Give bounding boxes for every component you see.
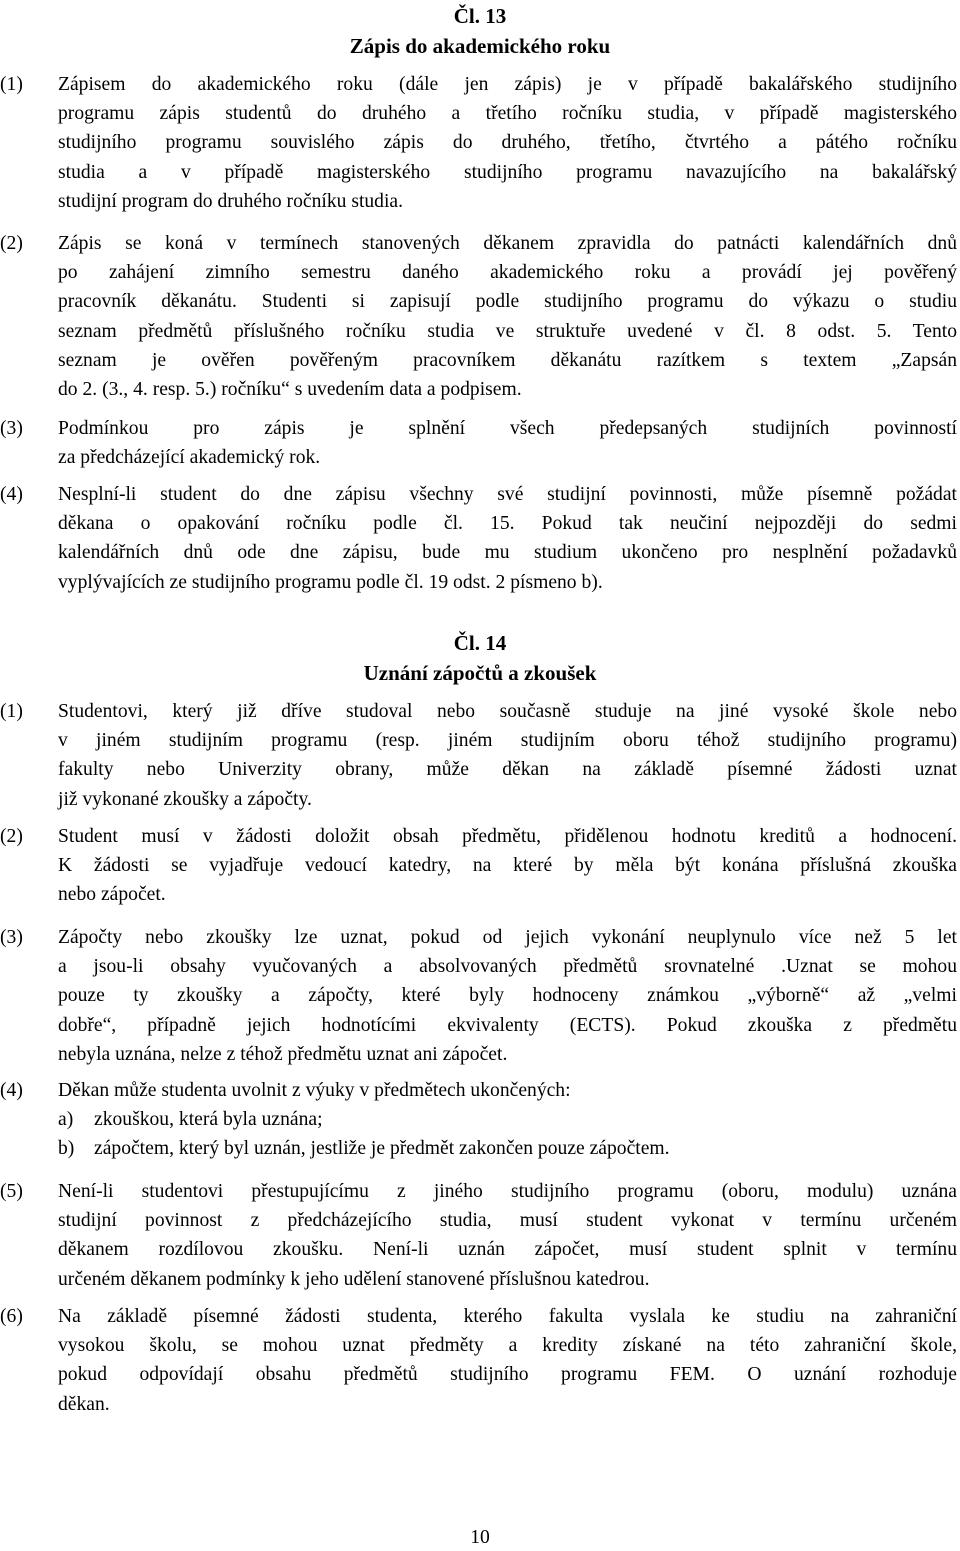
text-line: děkanem rozdílovou zkoušku. Není-li uznán zápočet, musí student splnit v termínu [58,1239,957,1261]
text-line: nebo zápočet. [58,884,166,906]
text-line: v jiném studijním programu (resp. jiném studijním oboru téhož studijního programu) [58,730,957,752]
text-line: nebyla uznána, nelze z téhož předmětu uznat ani zápočet. [58,1043,508,1065]
page-number: 10 [470,1527,490,1548]
text-line: Na základě písemné žádosti studenta, kterého fakulta vyslala ke studiu na zahraniční [58,1306,957,1327]
text-line: za předcházející akademický rok. [58,447,321,469]
article-13-number: Čl. 13 [453,4,507,28]
article14-paragraph [0,1076,957,1164]
article14-paragraph [0,1177,957,1294]
article13-paragraph [0,480,957,597]
list-item-label: a) [58,1109,74,1131]
list-item-label: b) [58,1138,75,1160]
text-line: Není-li studentovi přestupujícímu z jiného studijního programu (oboru, modulu) uznána [58,1181,957,1202]
paragraph-number: (6) [0,1306,23,1327]
text-line: děkana o opakování ročníku podle čl. 15. Pokud tak neučiní nejpozději do sedmi [58,513,957,535]
article14-paragraph [0,1302,957,1419]
text-line: Studentovi, který již dříve studoval nebo současně studuje na jiné vysoké škole nebo [58,701,957,722]
list-item-text: zkouškou, která byla uznána; [94,1109,323,1131]
text-line: pracovník děkanátu. Studenti si zapisují podle studijního programu do výkazu o studiu [58,291,957,313]
paragraph-text [58,70,957,216]
paragraph-text [58,1302,957,1419]
paragraph-number: (4) [0,1080,23,1101]
text-line: dobře“, případně jejich hodnotícími ekvivalenty (ECTS). Pokud zkouška z předmětu [58,1014,957,1036]
text-line: vysokou školu, se mohou uznat předměty a kredity získané na této zahraniční škole, [58,1335,957,1357]
paragraph-number: (1) [0,74,23,95]
paragraph-text [58,480,957,597]
text-line: pokud odpovídají obsahu předmětů studijního programu FEM. O uznání rozhoduje [58,1364,957,1386]
paragraph-number: (4) [0,484,23,505]
text-line: Zápisem do akademického roku (dále jen zápis) je v případě bakalářského studijního [58,74,957,95]
text-line: a jsou-li obsahy vyučovaných a absolvovaných předmětů srovnatelné .Uznat se mohou [58,956,957,978]
text-line: pouze ty zkoušky a zápočty, které byly hodnoceny známkou „výborně“ až „velmi [58,985,957,1007]
text-line: Student musí v žádosti doložit obsah předmětu, přidělenou hodnotu kreditů a hodnocení. [58,826,957,847]
text-line: studijní program do druhého ročníku studia. [58,190,404,212]
list-item-text: zápočtem, který byl uznán, jestliže je předmět zakončen pouze zápočtem. [94,1138,670,1160]
text-line: fakulty nebo Univerzity obrany, může děkan na základě písemné žádosti uznat [58,759,957,781]
paragraph-text [58,229,957,404]
paragraph-text [58,1076,957,1164]
paragraph-number: (2) [0,233,23,254]
article14-paragraph [0,822,957,910]
text-line: seznam předmětů příslušného ročníku studia ve struktuře uvedené v čl. 8 odst. 5. Tento [58,320,957,342]
article13-paragraph [0,414,957,472]
text-line: do 2. (3., 4. resp. 5.) ročníku“ s uvedením data a podpisem. [58,379,522,401]
text-line: studijního programu souvislého zápis do druhého, třetího, čtvrtého a pátého ročníku [58,132,957,154]
text-line: programu zápis studentů do druhého a třetího ročníku studia, v případě magisterského [58,103,957,125]
paragraph-text [58,822,957,910]
text-line: K žádosti se vyjadřuje vedoucí katedry, na které by měla být konána příslušná zkouška [58,855,957,877]
text-line: po zahájení zimního semestru daného akademického roku a provádí jej pověřený [58,262,957,284]
text-line: již vykonané zkoušky a zápočty. [58,788,312,810]
article-14-number: Čl. 14 [453,631,507,655]
text-line: určeném děkanem podmínky k jeho udělení stanovené příslušnou katedrou. [58,1268,650,1290]
paragraph-number: (3) [0,418,23,439]
paragraph-number: (3) [0,927,23,948]
article-13-title: Zápis do akademického roku [349,34,611,58]
paragraph-number: (2) [0,826,23,847]
text-line: Nesplní-li student do dne zápisu všechny své studijní povinnosti, může písemně požádat [58,484,957,505]
text-line: kalendářních dnů ode dne zápisu, bude mu studium ukončeno pro nesplnění požadavků [58,542,957,564]
paragraph-text [58,1177,957,1294]
list-item [58,1134,957,1163]
paragraph-text [58,697,957,814]
text-line: studia a v případě magisterského studijního programu navazujícího na bakalářský [58,161,957,183]
text-line: seznam je ověřen pověřeným pracovníkem děkanátu razítkem s textem „Zapsán [58,349,957,371]
article-14-title: Uznání zápočtů a zkoušek [363,661,597,685]
paragraph-text [58,414,957,472]
article13-paragraph [0,70,957,216]
text-line: studijní povinnost z předcházejícího studia, musí student vykonat v termínu určeném [58,1210,957,1232]
paragraph-text [58,923,957,1069]
text-line: Zápis se koná v termínech stanovených děkanem zpravidla do patnácti kalendářních dnů [58,233,957,254]
text-line: vyplývajících ze studijního programu podle čl. 19 odst. 2 písmeno b). [58,571,603,593]
article14-paragraph [0,697,957,814]
text-line: Zápočty nebo zkoušky lze uznat, pokud od jejich vykonání neuplynulo více než 5 let [58,927,957,948]
text-line: Děkan může studenta uvolnit z výuky v předmětech ukončených: [58,1080,571,1101]
article14-paragraph [0,923,957,1069]
article13-paragraph [0,229,957,404]
paragraph-number: (1) [0,701,23,722]
paragraph-number: (5) [0,1181,23,1202]
text-line: děkan. [58,1393,110,1415]
list-item [58,1105,957,1134]
text-line: Podmínkou pro zápis je splnění všech předepsaných studijních povinností [58,418,957,439]
